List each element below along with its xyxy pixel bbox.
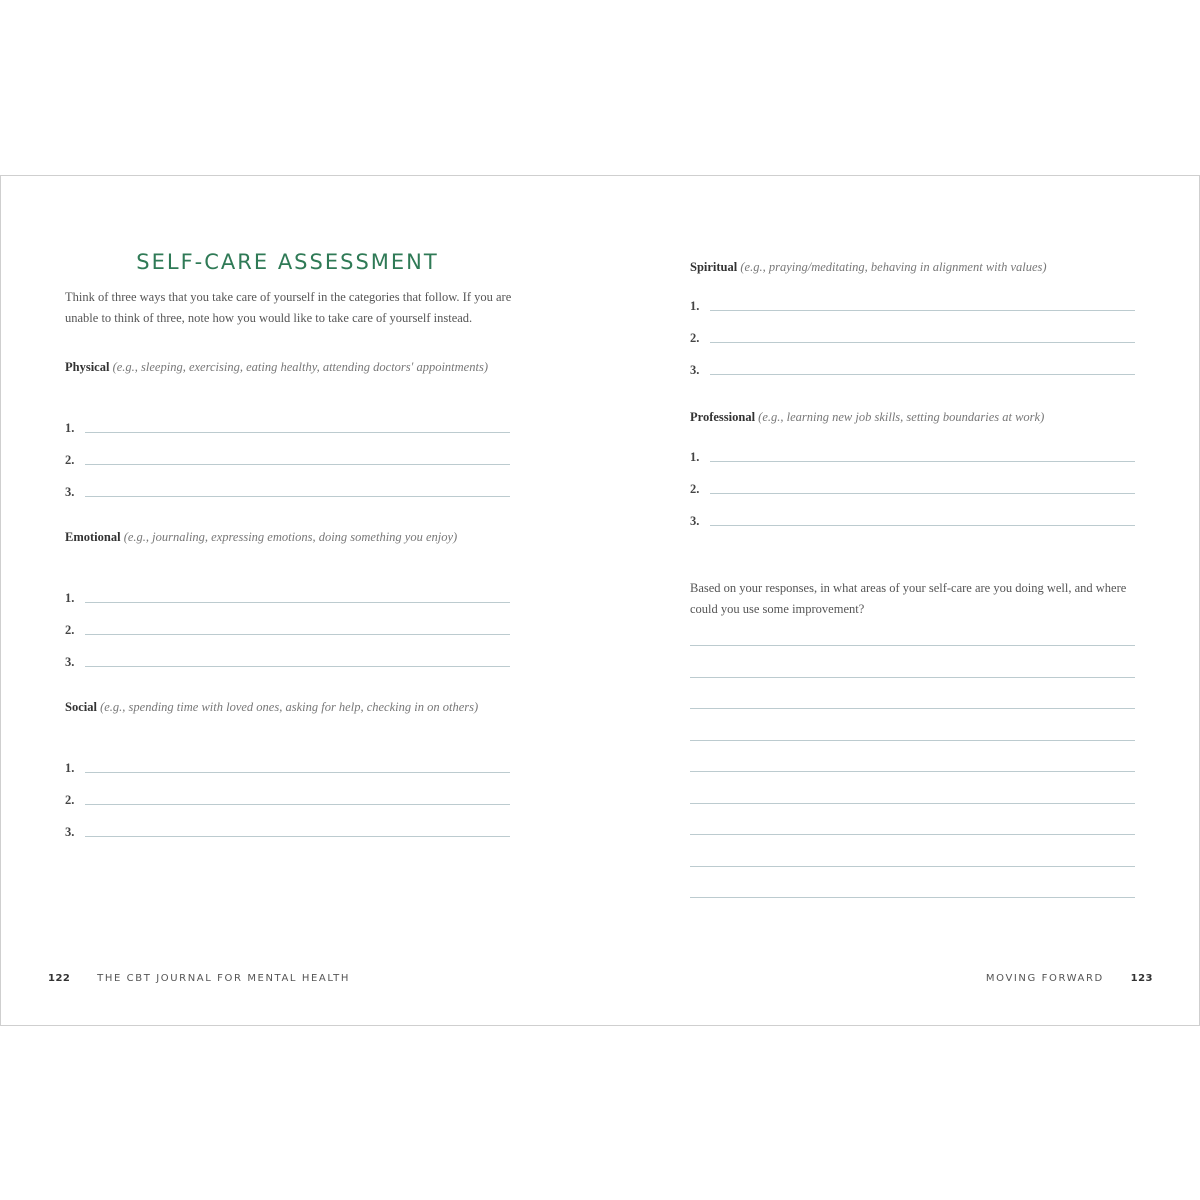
answer-line[interactable] <box>85 432 510 433</box>
writing-line[interactable] <box>690 897 1135 898</box>
reflection-lines[interactable] <box>690 645 1135 898</box>
running-head: THE CBT JOURNAL FOR MENTAL HEALTH <box>97 973 350 984</box>
page-number: 123 <box>1130 973 1153 984</box>
answer-line[interactable] <box>710 461 1135 462</box>
answer-row[interactable]: 2. <box>690 325 1135 345</box>
answer-line[interactable] <box>85 666 510 667</box>
answer-row[interactable]: 2. <box>65 787 510 807</box>
answer-row[interactable]: 1. <box>65 585 510 605</box>
writing-line[interactable] <box>690 803 1135 804</box>
answer-line[interactable] <box>710 525 1135 526</box>
page-title: SELF-CARE ASSESSMENT <box>136 250 439 274</box>
right-footer <box>986 973 1153 984</box>
answer-line[interactable] <box>85 464 510 465</box>
section-hint: (e.g., praying/meditating, behaving in alignment with values) <box>740 260 1047 274</box>
answer-line[interactable] <box>85 602 510 603</box>
writing-line[interactable] <box>690 834 1135 835</box>
answer-line[interactable] <box>85 804 510 805</box>
writing-line[interactable] <box>690 771 1135 772</box>
writing-line[interactable] <box>690 645 1135 646</box>
writing-line[interactable] <box>690 677 1135 678</box>
section-name: Physical <box>65 360 110 374</box>
answer-row[interactable]: 1. <box>690 293 1135 313</box>
section-hint: (e.g., spending time with loved ones, asking for help, checking in on others) <box>100 700 479 714</box>
answer-row[interactable]: 3. <box>690 357 1135 377</box>
reflection-prompt: Based on your responses, in what areas of your self-care are you doing well, and where could you use some improvement? <box>690 581 1127 616</box>
intro-text: Think of three ways that you take care of yourself in the categories that follow. If you are unable to think of three, note how you would like to take care of yourself instead. <box>65 290 512 325</box>
answer-row[interactable]: 1. <box>65 415 510 435</box>
answer-row[interactable]: 1. <box>690 444 1135 464</box>
answer-row[interactable]: 1. <box>65 755 510 775</box>
section-hint: (e.g., sleeping, exercising, eating healthy, attending doctors' appointments) <box>112 360 488 374</box>
answer-line[interactable] <box>710 374 1135 375</box>
section-social <box>65 697 510 839</box>
section-spiritual <box>690 257 1135 377</box>
answer-row[interactable]: 3. <box>690 508 1135 528</box>
section-physical <box>65 357 510 499</box>
left-footer <box>48 973 350 984</box>
section-name: Emotional <box>65 530 121 544</box>
section-emotional <box>65 527 510 669</box>
section-name: Professional <box>690 410 756 424</box>
answer-row[interactable]: 2. <box>690 476 1135 496</box>
page-number: 122 <box>48 973 71 984</box>
answer-line[interactable] <box>710 310 1135 311</box>
writing-line[interactable] <box>690 740 1135 741</box>
section-name: Spiritual <box>690 260 738 274</box>
writing-line[interactable] <box>690 708 1135 709</box>
answer-line[interactable] <box>710 342 1135 343</box>
writing-line[interactable] <box>690 866 1135 867</box>
answer-row[interactable]: 2. <box>65 617 510 637</box>
answer-row[interactable]: 2. <box>65 447 510 467</box>
answer-line[interactable] <box>85 772 510 773</box>
answer-line[interactable] <box>85 496 510 497</box>
running-head: MOVING FORWARD <box>985 973 1104 984</box>
section-hint: (e.g., journaling, expressing emotions, doing something you enjoy) <box>123 530 458 544</box>
section-name: Social <box>65 700 97 714</box>
answer-line[interactable] <box>85 836 510 837</box>
section-professional <box>690 407 1135 528</box>
answer-line[interactable] <box>85 634 510 635</box>
answer-row[interactable]: 3. <box>65 479 510 499</box>
answer-row[interactable]: 3. <box>65 649 510 669</box>
answer-row[interactable]: 3. <box>65 819 510 839</box>
section-hint: (e.g., learning new job skills, setting boundaries at work) <box>758 410 1045 424</box>
answer-line[interactable] <box>710 493 1135 494</box>
